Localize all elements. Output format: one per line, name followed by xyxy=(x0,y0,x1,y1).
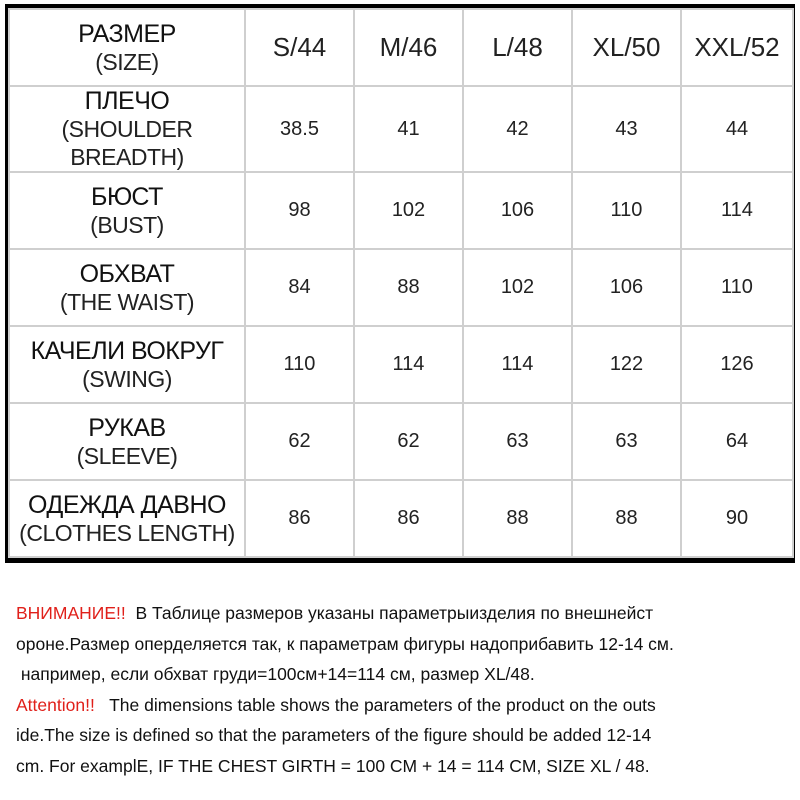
table-row-shoulder xyxy=(9,86,793,172)
table-row-sleeve xyxy=(9,403,793,480)
value-cell: 110 xyxy=(245,326,354,403)
row-label-cell xyxy=(9,403,245,480)
note-en-line-1 xyxy=(16,690,796,721)
attention-label-en: Attention!! xyxy=(16,694,95,715)
value-cell: 90 xyxy=(681,480,793,557)
value-cell: 110 xyxy=(572,172,681,249)
table-row-length xyxy=(9,480,793,557)
row-label-en: (THE WAIST) xyxy=(59,288,195,315)
note-text: В Таблице размеров указаны параметрыизделия по внешнейст xyxy=(125,603,654,623)
row-label-ru: КАЧЕЛИ ВОКРУГ xyxy=(30,336,224,365)
value-cell: 98 xyxy=(245,172,354,249)
size-label-cell xyxy=(9,9,245,86)
value-cell: 43 xyxy=(572,86,681,172)
value-cell: 114 xyxy=(681,172,793,249)
row-label-en: (SHOULDER BREADTH) xyxy=(61,116,193,170)
value-cell: 106 xyxy=(463,172,572,249)
value-cell: 102 xyxy=(463,249,572,326)
value-cell: 122 xyxy=(572,326,681,403)
table-row-swing xyxy=(9,326,793,403)
row-label-ru: БЮСТ xyxy=(91,182,163,211)
row-label-ru: ОДЕЖДА ДАВНО xyxy=(28,490,226,519)
value-cell: 88 xyxy=(463,480,572,557)
size-table xyxy=(8,8,794,558)
value-cell: 110 xyxy=(681,249,793,326)
value-cell: 84 xyxy=(245,249,354,326)
value-cell: 38.5 xyxy=(245,86,354,172)
value-cell: 106 xyxy=(572,249,681,326)
value-cell: 86 xyxy=(354,480,463,557)
row-label-cell xyxy=(9,249,245,326)
value-cell: 44 xyxy=(681,86,793,172)
header-row xyxy=(9,9,793,86)
table-row-bust xyxy=(9,172,793,249)
row-label-cell xyxy=(9,86,245,172)
note-ru-line-2: ороне.Размер оперделяется так, к параметрам фигуры надоприбавить 12-14 см. xyxy=(16,633,674,654)
row-label-en: (BUST) xyxy=(90,211,164,238)
size-header-xl: XL/50 xyxy=(572,9,681,86)
value-cell: 62 xyxy=(245,403,354,480)
row-label-cell xyxy=(9,480,245,557)
note-ru-line-1 xyxy=(16,598,796,629)
row-label-en: (CLOTHES LENGTH) xyxy=(19,519,235,546)
attention-label-ru: ВНИМАНИЕ!! xyxy=(16,603,126,623)
value-cell: 41 xyxy=(354,86,463,172)
value-cell: 88 xyxy=(354,249,463,326)
note-en-line-3: cm. For examplE, IF THE CHEST GIRTH = 100 CM + 14 = 114 CM, SIZE XL / 48. xyxy=(16,755,650,776)
size-header-xxl: XXL/52 xyxy=(681,9,793,86)
value-cell: 42 xyxy=(463,86,572,172)
row-label-ru: ПЛЕЧО xyxy=(84,87,170,115)
table-row-waist xyxy=(9,249,793,326)
value-cell: 62 xyxy=(354,403,463,480)
row-label-cell xyxy=(9,326,245,403)
note-en-line-2: ide.The size is defined so that the parameters of the figure should be added 12-14 xyxy=(16,725,652,745)
size-header-s: S/44 xyxy=(245,9,354,86)
value-cell: 126 xyxy=(681,326,793,403)
value-cell: 86 xyxy=(245,480,354,557)
row-label-cell xyxy=(9,172,245,249)
size-header-l: L/48 xyxy=(463,9,572,86)
value-cell: 114 xyxy=(463,326,572,403)
size-notes xyxy=(16,598,796,781)
note-ru-line-3: например, если обхват груди=100см+14=114 см, размер XL/48. xyxy=(16,664,535,684)
note-text: The dimensions table shows the parameters of the product on the outs xyxy=(94,694,656,715)
value-cell: 88 xyxy=(572,480,681,557)
row-label-ru: ОБХВАТ xyxy=(79,259,175,288)
value-cell: 102 xyxy=(354,172,463,249)
value-cell: 63 xyxy=(572,403,681,480)
size-label-ru: РАЗМЕР xyxy=(78,19,176,48)
row-label-en: (SWING) xyxy=(82,365,172,392)
row-label-en: (SLEEVE) xyxy=(76,442,178,469)
value-cell: 114 xyxy=(354,326,463,403)
size-header-m: M/46 xyxy=(354,9,463,86)
value-cell: 63 xyxy=(463,403,572,480)
value-cell: 64 xyxy=(681,403,793,480)
size-label-en: (SIZE) xyxy=(95,48,159,75)
row-label-ru: РУКАВ xyxy=(88,413,166,442)
